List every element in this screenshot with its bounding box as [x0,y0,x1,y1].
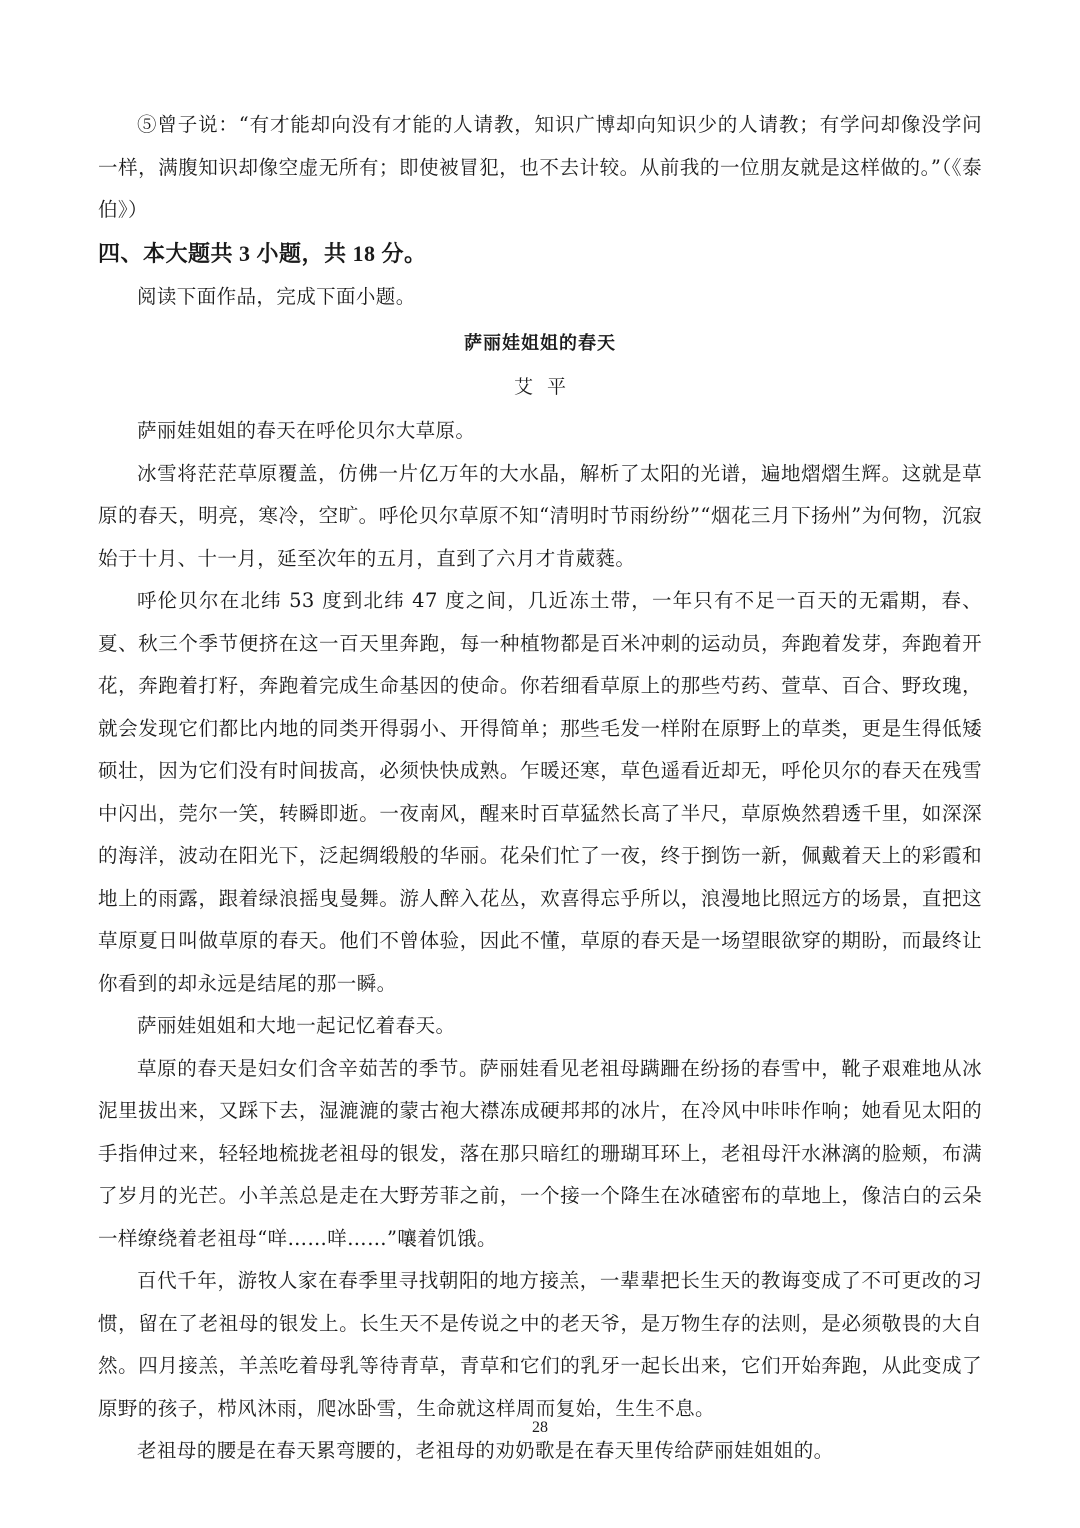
article-paragraph: 萨丽娃姐姐的春天在呼伦贝尔大草原。 [137,419,476,442]
article-paragraph: 老祖母的腰是在春天累弯腰的，老祖母的劝奶歌是在春天里传给萨丽娃姐姐的。 [137,1439,834,1462]
intro-paragraph: ⑤曾子说：“有才能却向没有才能的人请教，知识广博却向知识少的人请教；有学问却像没学问一样，满腹知识却像空虚无所有；即使被冒犯，也不去计较。从前我的一位朋友就是这样做的。”（《泰伯》） [98,113,982,221]
article-author: 艾平 [513,376,580,398]
section-heading: 四、本大题共 3 小题，共 18 分。 [98,240,427,266]
instruction-text: 阅读下面作品，完成下面小题。 [137,284,416,308]
article-paragraph: 冰雪将茫茫草原覆盖，仿佛一片亿万年的大水晶，解析了太阳的光谱，遍地熠熠生辉。这就是草原的春天，明亮，寒冷，空旷。呼伦贝尔草原不知“清明时节雨纷纷”“烟花三月下扬州”为何物，沉寂始于十月、十一月，延至次年的五月，直到了六月才肯葳蕤。 [98,461,982,570]
article-paragraph: 草原的春天是妇女们含辛茹苦的季节。萨丽娃看见老祖母蹒跚在纷扬的春雪中，靴子艰难地从冰泥里拔出来，又踩下去，湿漉漉的蒙古袍大襟冻成硬邦邦的冰片，在冷风中咔咔作响；她看见太阳的手指伸过来，轻轻地梳拢老祖母的银发，落在那只暗红的珊瑚耳环上，老祖母汗水淋漓的脸颊，布满了岁月的光芒。小羊羔总是走在大野芳菲之前，一个接一个降生在冰碴密布的草地上，像洁白的云朵一样缭绕着老祖母“咩……咩……”嚷着饥饿。 [98,1056,982,1250]
article-paragraph: 百代千年，游牧人家在春季里寻找朝阳的地方接羔，一辈辈把长生天的教诲变成了不可更改的习惯，留在了老祖母的银发上。长生天不是传说之中的老天爷，是万物生存的法则，是必须敬畏的大自然。四月接羔，羊羔吃着母乳等待青草，青草和它们的乳牙一起长出来，它们开始奔跑，从此变成了原野的孩子，栉风沐雨，爬冰卧雪，生命就这样周而复始，生生不息。 [98,1269,982,1420]
article-title: 萨丽娃姐姐的春天 [464,333,616,354]
article-paragraph: 呼伦贝尔在北纬 53 度到北纬 47 度之间，几近冻土带，一年只有不足一百天的无霜期，春、夏、秋三个季节便挤在这一百天里奔跑，每一种植物都是百米冲刺的运动员，奔跑着发芽，奔跑着开花，奔跑着打籽，奔跑着完成生命基因的使命。你若细看草原上的那些芍药、萱草、百合、野玫瑰，就会发现它们都比内地的同类开得弱小、开得简单；那些毛发一样附在原野上的草类，更是生得低矮硕壮，因为它们没有时间拔高，必须快快成熟。乍暖还寒，草色遥看近却无，呼伦贝尔的春天在残雪中闪出，莞尔一笑，转瞬即逝。一夜南风，醒来时百草猛然长高了半尺，草原焕然碧透千里，如深深的海洋，波动在阳光下，泛起绸缎般的华丽。花朵们忙了一夜，终于捯饬一新，佩戴着天上的彩霞和地上的雨露，跟着绿浪摇曳曼舞。游人醉入花丛，欢喜得忘乎所以，浪漫地比照远方的场景，直把这草原夏日叫做草原的春天。他们不曾体验，因此不懂，草原的春天是一场望眼欲穿的期盼，而最终让你看到的却永远是结尾的那一瞬。 [98,589,982,995]
document-page [98,104,982,1473]
article-paragraph: 萨丽娃姐姐和大地一起记忆着春天。 [137,1014,456,1037]
page-number: 28 [532,1419,548,1436]
